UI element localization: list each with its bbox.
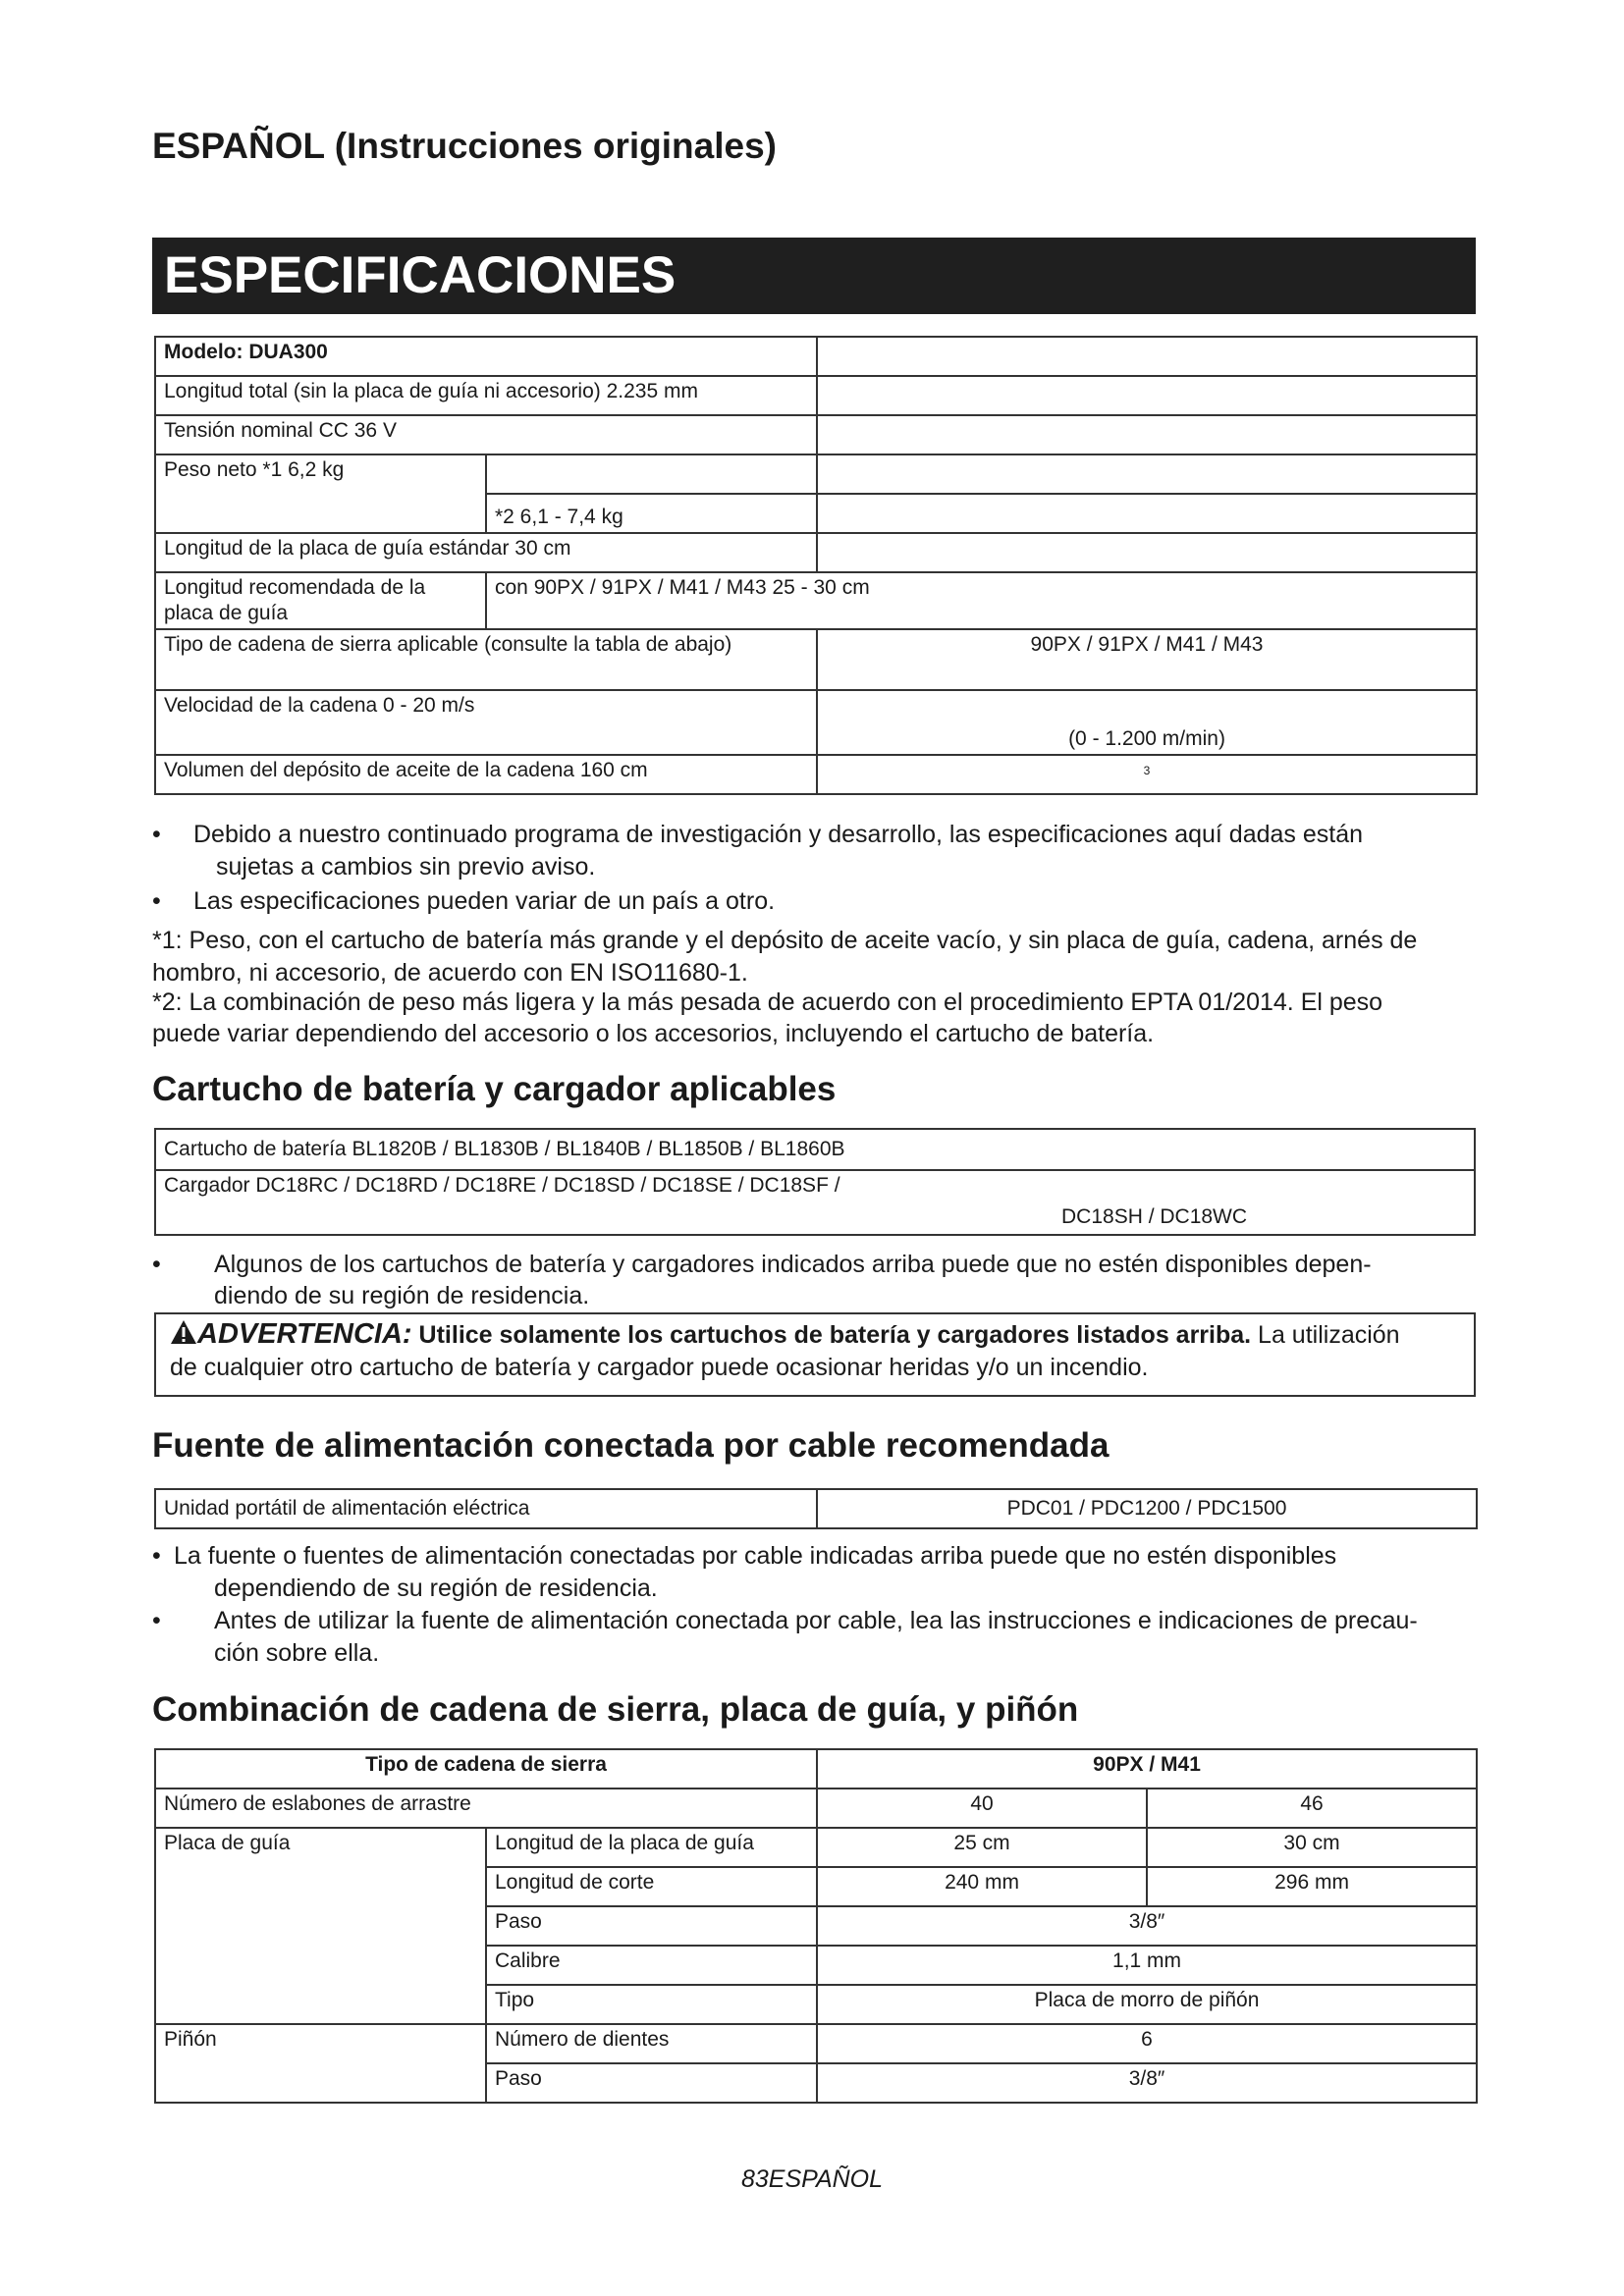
warning-rest: La utilización — [1258, 1321, 1400, 1349]
spec-note-1-line-2: sujetas a cambios sin previo aviso. — [216, 853, 596, 881]
net-weight-cell: Peso neto *1 6,2 kg — [155, 454, 486, 533]
battery-table — [154, 1128, 1476, 1236]
spec-note-1-line-1: Debido a nuestro continuado programa de investigación y desarrollo, las especificaciones aquí dadas están — [193, 821, 1364, 848]
language-title: ESPAÑOL (Instrucciones originales) — [152, 126, 777, 166]
power-note-1-line-2: dependiendo de su región de residencia. — [214, 1575, 658, 1602]
specifications-table — [154, 336, 1478, 795]
overall-length-cell: Longitud total (sin la placa de guía ni accesorio) 2.235 mm — [155, 376, 817, 415]
warning-line-2: de cualquier otro cartucho de batería y cargador puede ocasionar heridas y/o un incendio. — [170, 1354, 1149, 1381]
chain-speed-label: Velocidad de la cadena 0 - 20 m/s — [155, 690, 817, 755]
battery-row: Cartucho de batería BL1820B / BL1830B / BL1840B / BL1850B / BL1860B — [155, 1129, 1475, 1170]
chain-type-label: Tipo de cadena de sierra aplicable (consulte la tabla de abajo) — [155, 629, 817, 690]
oil-tank-sup: 3 — [817, 755, 1477, 794]
bullet-dot: • — [152, 1542, 161, 1570]
warning-word: ADVERTENCIA: — [197, 1318, 412, 1350]
sprocket-pitch-value: 3/8″ — [817, 2063, 1477, 2103]
combination-table — [154, 1748, 1478, 2104]
power-heading: Fuente de alimentación conectada por cable recomendada — [152, 1426, 1110, 1465]
bullet-dot: • — [152, 1251, 161, 1278]
pitch-label: Paso — [486, 1906, 817, 1946]
std-bar-length-cell: Longitud de la placa de guía estándar 30 cm — [155, 533, 817, 572]
pitch-value: 3/8″ — [817, 1906, 1477, 1946]
bar-length-25: 25 cm — [817, 1828, 1147, 1867]
drive-links-label: Número de eslabones de arrastre — [155, 1789, 817, 1828]
drive-links-46: 46 — [1147, 1789, 1477, 1828]
combination-heading: Combinación de cadena de sierra, placa de guía, y piñón — [152, 1690, 1079, 1729]
footnote-1-line-2: hombro, ni accesorio, de acuerdo con EN ISO11680-1. — [152, 959, 748, 987]
spec-note-2: Las especificaciones pueden variar de un país a otro. — [193, 887, 776, 915]
gauge-label: Calibre — [486, 1946, 817, 1985]
power-note-2-line-2: ción sobre ella. — [214, 1639, 380, 1667]
battery-note-line-1: Algunos de los cartuchos de batería y cargadores indicados arriba puede que no estén disponibles depen- — [214, 1251, 1372, 1278]
chain-type-value: 90PX / 91PX / M41 / M43 — [817, 629, 1477, 690]
bullet-dot: • — [152, 821, 161, 848]
bar-length-30: 30 cm — [1147, 1828, 1477, 1867]
bullet-dot: • — [152, 1607, 161, 1634]
footnote-2-line-1: *2: La combinación de peso más ligera y la más pesada de acuerdo con el procedimiento EPTA 01/2014. El peso — [152, 988, 1383, 1016]
charger-line-2: DC18SH / DC18WC — [1061, 1205, 1248, 1228]
page-footer: 83ESPAÑOL — [740, 2165, 884, 2193]
power-unit-value: PDC01 / PDC1200 / PDC1500 — [817, 1489, 1477, 1528]
cut-length-240: 240 mm — [817, 1867, 1147, 1906]
warning-bold-text: Utilice solamente los cartuchos de batería y cargadores listados arriba. — [418, 1321, 1252, 1349]
rec-bar-length-value: con 90PX / 91PX / M41 / M43 25 - 30 cm — [486, 572, 1477, 629]
charger-row — [155, 1170, 1475, 1235]
cut-length-label: Longitud de corte — [486, 1867, 817, 1906]
bullet-dot: • — [152, 887, 161, 915]
sprocket-label: Piñón — [155, 2024, 486, 2103]
bar-length-label: Longitud de la placa de guía — [486, 1828, 817, 1867]
gauge-value: 1,1 mm — [817, 1946, 1477, 1985]
power-table — [154, 1488, 1478, 1529]
specifications-banner: ESPECIFICACIONES — [152, 238, 1476, 314]
power-note-2-line-1: Antes de utilizar la fuente de alimentación conectada por cable, lea las instrucciones e indicaciones de precau- — [214, 1607, 1418, 1634]
battery-heading: Cartucho de batería y cargador aplicables — [152, 1070, 837, 1108]
drive-links-40: 40 — [817, 1789, 1147, 1828]
teeth-value: 6 — [817, 2024, 1477, 2063]
battery-note-line-2: diendo de su región de residencia. — [214, 1282, 590, 1309]
chain-type-header: Tipo de cadena de sierra — [155, 1749, 817, 1789]
warning-line-1 — [170, 1318, 1460, 1352]
power-note-1-line-1: La fuente o fuentes de alimentación conectadas por cable indicadas arriba puede que no estén disponibles — [174, 1542, 1337, 1570]
power-unit-label: Unidad portátil de alimentación eléctrica — [155, 1489, 817, 1528]
type-label: Tipo — [486, 1985, 817, 2024]
sprocket-pitch-label: Paso — [486, 2063, 817, 2103]
guide-bar-label: Placa de guía — [155, 1828, 486, 2024]
model-cell: Modelo: DUA300 — [155, 337, 817, 376]
footnote-1-line-1: *1: Peso, con el cartucho de batería más grande y el depósito de aceite vacío, y sin placa de guía, cadena, arnés de — [152, 927, 1418, 954]
warning-box — [154, 1312, 1476, 1397]
net-weight-2-cell: *2 6,1 - 7,4 kg — [486, 494, 817, 533]
oil-tank-label: Volumen del depósito de aceite de la cadena 160 cm — [155, 755, 817, 794]
warning-icon — [170, 1319, 197, 1345]
rec-bar-length-label: Longitud recomendada de la placa de guía — [155, 572, 486, 629]
footnote-2-line-2: puede variar dependiendo del accesorio o los accesorios, incluyendo el cartucho de batería. — [152, 1020, 1155, 1047]
rated-voltage-cell: Tensión nominal CC 36 V — [155, 415, 817, 454]
chain-speed-value: (0 - 1.200 m/min) — [817, 690, 1477, 755]
cut-length-296: 296 mm — [1147, 1867, 1477, 1906]
chain-model-header: 90PX / M41 — [817, 1749, 1477, 1789]
charger-line-1: Cargador DC18RC / DC18RD / DC18RE / DC18SD / DC18SE / DC18SF / — [164, 1174, 840, 1197]
type-value: Placa de morro de piñón — [817, 1985, 1477, 2024]
teeth-label: Número de dientes — [486, 2024, 817, 2063]
